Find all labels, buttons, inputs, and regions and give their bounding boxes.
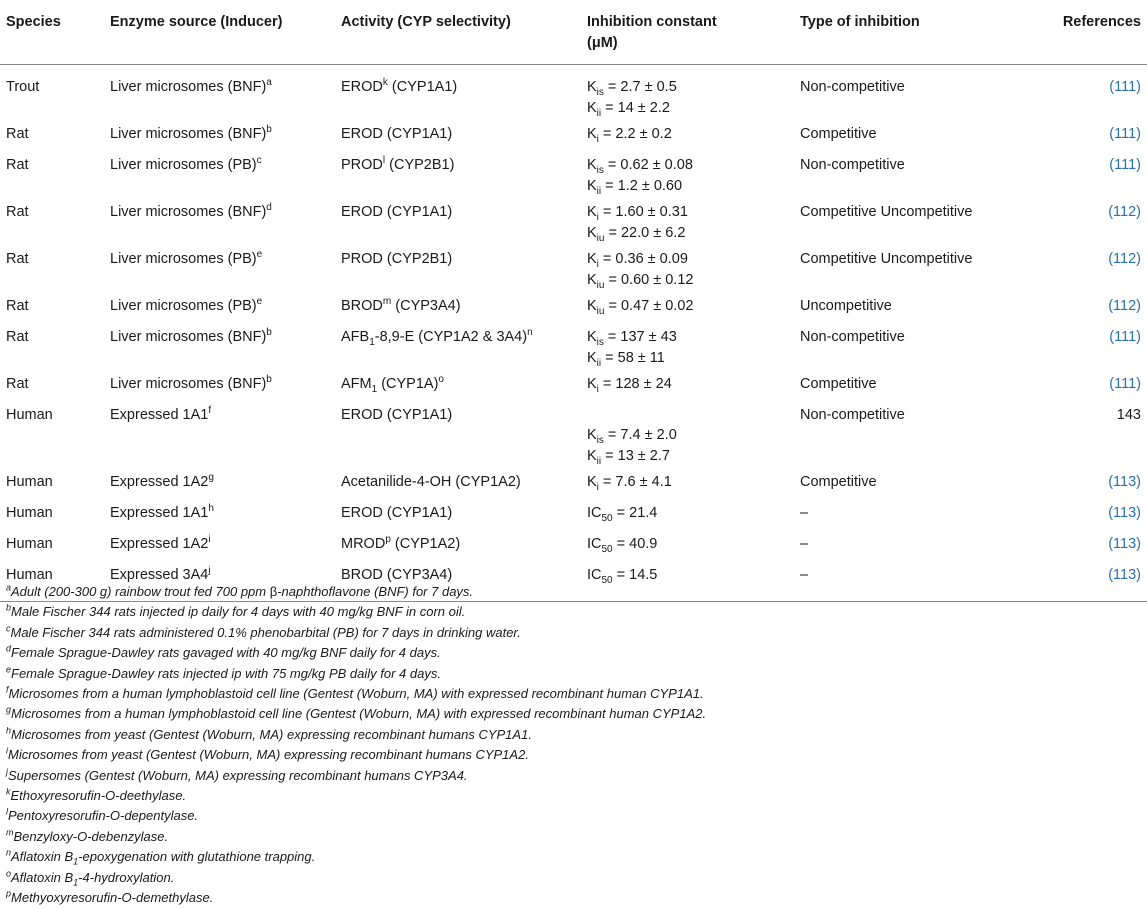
inhibition-constant-cell xyxy=(581,500,794,531)
constant-subscript: ii xyxy=(596,455,602,467)
reference-link[interactable]: (111) xyxy=(1109,376,1141,392)
footnote-line xyxy=(6,888,1136,908)
activity-cell xyxy=(335,324,581,371)
species-cell: Human xyxy=(6,505,53,521)
inhibition-constant-cell xyxy=(581,199,794,246)
table-row xyxy=(0,371,1147,402)
constant-value: = 0.36 ± 0.09 xyxy=(598,251,688,267)
constant-line xyxy=(587,270,788,291)
constant-line xyxy=(587,348,788,369)
footnote-marker: p xyxy=(385,534,391,546)
activity-cell xyxy=(335,531,581,562)
constant-value: = 13 ± 2.7 xyxy=(601,448,670,464)
footnote-text: Benzyloxy-O-debenzylase. xyxy=(13,828,169,844)
table-row xyxy=(0,293,1147,324)
footnote-marker: n xyxy=(6,847,12,858)
constant-subscript: is xyxy=(596,336,604,348)
header-activity: Activity (CYP selectivity) xyxy=(341,14,511,30)
constant-subscript: 50 xyxy=(601,574,613,586)
activity-text: EROD (CYP1A1) xyxy=(341,204,453,220)
constant-subscript: iu xyxy=(596,279,605,291)
species-cell: Rat xyxy=(6,329,29,345)
inhibition-constant-cell xyxy=(581,324,794,371)
constant-line xyxy=(587,202,788,223)
activity-text-rest: (CYP3A4) xyxy=(391,298,461,314)
reference-cell xyxy=(1019,402,1147,469)
header-type-of-inhibition: Type of inhibition xyxy=(800,14,920,30)
constant-value: = 0.60 ± 0.12 xyxy=(604,272,694,288)
footnote-line xyxy=(6,786,1136,806)
footnote-marker: k xyxy=(382,77,388,89)
type-of-inhibition-cell: Competitive xyxy=(800,376,877,392)
activity-text: PROD xyxy=(341,157,383,173)
footnote-line xyxy=(6,704,1136,724)
activity-text: AFB xyxy=(341,329,370,345)
type-of-inhibition-cell: – xyxy=(800,536,809,552)
species-cell: Human xyxy=(6,536,53,552)
inhibition-constant-cell xyxy=(581,65,794,122)
enzyme-source-cell xyxy=(104,402,335,469)
reference-cell xyxy=(1019,500,1147,531)
constant-line xyxy=(587,249,788,270)
constant-subscript: is xyxy=(596,434,604,446)
footnote-text: Pentoxyresorufin-O-depentylase. xyxy=(8,808,199,824)
footnote-marker: k xyxy=(6,786,11,797)
constant-line xyxy=(587,223,788,244)
activity-text-rest: (CYP2B1) xyxy=(385,157,455,173)
activity-text: PROD (CYP2B1) xyxy=(341,251,453,267)
footnote-marker: c xyxy=(6,623,11,634)
enzyme-source-cell xyxy=(104,246,335,293)
footnote-text: Male Fischer 344 rats administered 0.1% phenobarbital (PB) for 7 days in drinking water. xyxy=(10,624,521,640)
enzyme-source-text: Liver microsomes (BNF) xyxy=(110,126,267,142)
footnote-line xyxy=(6,827,1136,847)
species-cell: Trout xyxy=(6,79,40,95)
footnote-text: Microsomes from yeast (Gentest (Woburn, MA) expressing recombinant humans CYP1A2. xyxy=(8,747,529,763)
enzyme-source-cell xyxy=(104,500,335,531)
species-cell: Human xyxy=(6,567,53,583)
activity-cell xyxy=(335,500,581,531)
constant-symbol: K xyxy=(587,251,597,267)
activity-cell xyxy=(335,199,581,246)
type-of-inhibition-cell: Competitive xyxy=(800,474,877,490)
inhibition-constant-cell xyxy=(581,531,794,562)
footnote-subscript: 1 xyxy=(73,856,79,867)
footnote-marker: i xyxy=(208,534,211,546)
type-of-inhibition-cell: Non-competitive xyxy=(800,329,905,345)
activity-text-rest: (CYP1A1) xyxy=(387,79,458,95)
constant-line xyxy=(587,155,788,176)
enzyme-source-cell xyxy=(104,531,335,562)
constant-value: = 7.6 ± 4.1 xyxy=(598,474,672,490)
reference-cell xyxy=(1019,152,1147,199)
table-header xyxy=(0,0,1147,65)
footnote-subscript: 1 xyxy=(73,877,79,888)
constant-line xyxy=(587,534,788,555)
footnote-text: Microsomes from a human lymphoblastoid cell line (Gentest (Woburn, MA) with expressed recombinant human CYP1A2. xyxy=(11,706,707,722)
footnote-symbol: β xyxy=(269,584,278,599)
header-inhibition-constant-unit: (μM) xyxy=(587,35,618,51)
constant-symbol: K xyxy=(587,225,597,241)
inhibition-constant-cell xyxy=(581,469,794,500)
species-cell: Rat xyxy=(6,126,29,142)
constant-value: = 14 ± 2.2 xyxy=(601,100,670,116)
table-row xyxy=(0,65,1147,122)
reference-link[interactable]: (113) xyxy=(1108,474,1141,490)
footnote-marker: g xyxy=(208,472,214,484)
activity-cell xyxy=(335,65,581,122)
footnote-marker: e xyxy=(6,664,12,675)
footnote-text: Ethoxyresorufin-O-deethylase. xyxy=(10,788,187,804)
activity-cell xyxy=(335,121,581,152)
activity-text: MROD xyxy=(341,536,386,552)
footnote-marker: d xyxy=(6,643,12,654)
footnote-marker: m xyxy=(6,827,14,838)
header-enzyme-source: Enzyme source (Inducer) xyxy=(110,14,283,30)
activity-text: EROD (CYP1A1) xyxy=(341,407,453,423)
footnote-marker: i xyxy=(6,745,8,756)
constant-subscript: ii xyxy=(596,185,602,197)
footnote-marker: b xyxy=(266,327,272,339)
species-cell: Human xyxy=(6,474,53,490)
reference-link[interactable]: (112) xyxy=(1108,251,1141,267)
constant-value: = 58 ± 11 xyxy=(601,350,665,366)
inhibition-constant-cell xyxy=(581,152,794,199)
enzyme-source-cell xyxy=(104,199,335,246)
constant-value: = 22.0 ± 6.2 xyxy=(604,225,686,241)
activity-text: Acetanilide-4-OH (CYP1A2) xyxy=(341,474,521,490)
activity-text: EROD (CYP1A1) xyxy=(341,126,453,142)
constant-subscript: i xyxy=(596,133,599,145)
footnote-text: Methyoxyresorufin-O-demethylase. xyxy=(11,890,214,906)
constant-value: = 137 ± 43 xyxy=(603,329,677,345)
footnote-marker: l xyxy=(382,155,386,167)
constant-line xyxy=(587,77,788,98)
species-cell: Rat xyxy=(6,157,29,173)
footnote-marker: b xyxy=(266,374,272,386)
footnote-line xyxy=(6,725,1136,745)
constant-value: = 7.4 ± 2.0 xyxy=(603,427,677,443)
activity-text: EROD xyxy=(341,79,383,95)
constant-subscript: i xyxy=(596,383,599,395)
constant-symbol: K xyxy=(587,427,597,443)
enzyme-source-text: Liver microsomes (PB) xyxy=(110,298,257,314)
constant-symbol: K xyxy=(587,157,597,173)
footnote-marker: m xyxy=(382,296,392,308)
header-inhibition-constant-label: Inhibition constant xyxy=(587,14,717,30)
constant-symbol: K xyxy=(587,350,597,366)
constant-subscript: iu xyxy=(596,232,605,244)
constant-subscript: ii xyxy=(596,107,602,119)
constant-symbol: IC xyxy=(587,505,602,521)
constant-symbol: K xyxy=(587,376,597,392)
reference-cell xyxy=(1019,531,1147,562)
activity-cell xyxy=(335,152,581,199)
footnote-marker: b xyxy=(266,124,272,136)
footnote-text: Microsomes from yeast (Gentest (Woburn, MA) expressing recombinant humans CYP1A1. xyxy=(11,726,532,742)
species-cell: Rat xyxy=(6,376,29,392)
footnote-marker: a xyxy=(266,77,272,89)
footnotes xyxy=(6,582,1136,909)
reference-link[interactable]: (112) xyxy=(1108,298,1141,314)
constant-value: = 0.62 ± 0.08 xyxy=(603,157,693,173)
footnote-text: Female Sprague-Dawley rats injected ip with 75 mg/kg PB daily for 4 days. xyxy=(11,665,441,681)
enzyme-source-text: Liver microsomes (BNF) xyxy=(110,329,267,345)
reference-link[interactable]: (111) xyxy=(1109,79,1141,95)
constant-value: = 21.4 xyxy=(612,505,658,521)
enzyme-source-cell xyxy=(104,293,335,324)
footnote-marker: c xyxy=(256,155,262,167)
activity-text: BROD (CYP3A4) xyxy=(341,567,453,583)
type-of-inhibition-cell: – xyxy=(800,505,809,521)
constant-value: = 1.60 ± 0.31 xyxy=(598,204,688,220)
footnote-text: Male Fischer 344 rats injected ip daily for 4 days with 40 mg/kg BNF in corn oil. xyxy=(11,604,466,620)
inhibition-constant-cell xyxy=(581,402,794,469)
constant-symbol: IC xyxy=(587,536,602,552)
constant-line xyxy=(587,327,788,348)
footnote-line xyxy=(6,664,1136,684)
footnote-marker: j xyxy=(208,565,211,577)
activity-text: BROD xyxy=(341,298,383,314)
enzyme-source-text: Liver microsomes (BNF) xyxy=(110,79,267,95)
activity-cell xyxy=(335,469,581,500)
activity-text-rest: (CYP1A2) xyxy=(390,536,461,552)
footnote-marker: g xyxy=(6,705,12,716)
footnote-marker: a xyxy=(6,582,12,593)
constant-subscript: ii xyxy=(596,357,602,369)
footnote-marker: o xyxy=(6,868,12,879)
constant-symbol: K xyxy=(587,204,597,220)
type-of-inhibition-cell: Competitive Uncompetitive xyxy=(800,251,973,267)
activity-cell xyxy=(335,293,581,324)
footnote-text-cont: -naphthoflavone (BNF) for 7 days. xyxy=(277,584,474,599)
constant-value: = 2.2 ± 0.2 xyxy=(598,126,672,142)
table-body xyxy=(0,65,1147,602)
footnote-marker: n xyxy=(527,327,533,339)
reference-cell xyxy=(1019,199,1147,246)
footnote-text: Supersomes (Gentest (Woburn, MA) expressing recombinant humans CYP3A4. xyxy=(8,767,468,783)
enzyme-source-text: Liver microsomes (BNF) xyxy=(110,376,267,392)
constant-symbol: K xyxy=(587,178,597,194)
activity-cell xyxy=(335,402,581,469)
header-inhibition-constant xyxy=(581,0,794,65)
table-row xyxy=(0,402,1147,469)
reference-cell xyxy=(1019,469,1147,500)
footnote-line xyxy=(6,623,1136,643)
enzyme-source-text: Expressed 1A2 xyxy=(110,474,209,490)
constant-symbol: K xyxy=(587,126,597,142)
constant-line xyxy=(587,425,788,446)
reference-link[interactable]: (112) xyxy=(1108,204,1141,220)
reference-text: 143 xyxy=(1116,407,1141,423)
reference-link[interactable]: (113) xyxy=(1108,567,1141,583)
table-row xyxy=(0,324,1147,371)
footnote-text: Aflatoxin B xyxy=(11,849,74,865)
enzyme-source-text: Expressed 3A4 xyxy=(110,567,209,583)
reference-cell xyxy=(1019,371,1147,402)
reference-link[interactable]: (111) xyxy=(1109,126,1141,142)
constant-value: = 0.47 ± 0.02 xyxy=(604,298,694,314)
footnote-line xyxy=(6,847,1136,867)
inhibition-constant-cell xyxy=(581,246,794,293)
footnote-text: Adult (200-300 g) rainbow trout fed 700 ppm xyxy=(11,584,270,599)
reference-cell xyxy=(1019,324,1147,371)
table-row xyxy=(0,469,1147,500)
footnote-marker: f xyxy=(208,405,212,417)
constant-symbol: K xyxy=(587,79,597,95)
footnote-line xyxy=(6,582,1136,602)
type-of-inhibition-cell: – xyxy=(800,567,809,583)
footnote-line xyxy=(6,766,1136,786)
constant-symbol: K xyxy=(587,100,597,116)
reference-link[interactable]: (113) xyxy=(1108,536,1141,552)
footnote-line xyxy=(6,868,1136,888)
footnote-marker: f xyxy=(6,684,9,695)
inhibition-constant-cell xyxy=(581,293,794,324)
enzyme-source-text: Expressed 1A2 xyxy=(110,536,209,552)
reference-cell xyxy=(1019,65,1147,122)
constant-symbol: K xyxy=(587,329,597,345)
constant-line xyxy=(587,296,788,317)
constant-subscript: 50 xyxy=(601,512,613,524)
activity-subscript: 1 xyxy=(371,383,378,395)
table-row xyxy=(0,246,1147,293)
footnote-text-cont: -epoxygenation with glutathione trapping. xyxy=(78,849,316,865)
footnote-marker: e xyxy=(256,296,263,308)
enzyme-source-cell xyxy=(104,469,335,500)
constant-symbol: K xyxy=(587,272,597,288)
enzyme-source-cell xyxy=(104,152,335,199)
reference-link[interactable]: (113) xyxy=(1108,505,1141,521)
footnote-marker: d xyxy=(266,202,272,214)
activity-subscript: 1 xyxy=(369,336,375,348)
type-of-inhibition-cell: Non-competitive xyxy=(800,157,905,173)
species-cell: Rat xyxy=(6,204,29,220)
constant-symbol: K xyxy=(587,298,597,314)
constant-subscript: i xyxy=(596,481,599,493)
blank-line xyxy=(587,405,788,425)
header-references: References xyxy=(1062,14,1141,30)
table-row xyxy=(0,531,1147,562)
constant-value: = 40.9 xyxy=(612,536,658,552)
enzyme-source-text: Expressed 1A1 xyxy=(110,505,209,521)
reference-cell xyxy=(1019,293,1147,324)
header-species: Species xyxy=(6,14,61,30)
footnote-marker: o xyxy=(438,374,444,386)
footnote-text: Aflatoxin B xyxy=(11,869,74,885)
constant-subscript: is xyxy=(596,86,604,98)
inhibition-constant-cell xyxy=(581,121,794,152)
constant-symbol: IC xyxy=(587,567,602,583)
constant-line xyxy=(587,176,788,197)
enzyme-source-cell xyxy=(104,371,335,402)
constant-line xyxy=(587,503,788,524)
table-row xyxy=(0,199,1147,246)
enzyme-source-cell xyxy=(104,121,335,152)
footnote-marker: l xyxy=(6,807,8,818)
footnote-line xyxy=(6,684,1136,704)
enzyme-source-text: Liver microsomes (PB) xyxy=(110,157,257,173)
table-row xyxy=(0,500,1147,531)
type-of-inhibition-cell: Uncompetitive xyxy=(800,298,892,314)
constant-value: = 14.5 xyxy=(612,567,658,583)
enzyme-source-text: Liver microsomes (PB) xyxy=(110,251,257,267)
constant-line xyxy=(587,374,788,395)
activity-cell xyxy=(335,371,581,402)
table-row xyxy=(0,121,1147,152)
constant-symbol: K xyxy=(587,448,597,464)
footnote-marker: e xyxy=(256,249,263,261)
footnote-text: Microsomes from a human lymphoblastoid cell line (Gentest (Woburn, MA) with expressed recombinant human CYP1A1. xyxy=(8,686,704,702)
constant-value: = 2.7 ± 0.5 xyxy=(603,79,677,95)
reference-cell xyxy=(1019,121,1147,152)
footnote-line xyxy=(6,806,1136,826)
enzyme-source-text: Liver microsomes (BNF) xyxy=(110,204,267,220)
constant-value: = 1.2 ± 0.60 xyxy=(601,178,683,194)
footnote-marker: b xyxy=(6,603,12,614)
footnote-marker: j xyxy=(6,766,8,777)
enzyme-source-cell xyxy=(104,65,335,122)
constant-subscript: i xyxy=(596,211,599,223)
inhibition-constant-cell xyxy=(581,371,794,402)
type-of-inhibition-cell: Competitive xyxy=(800,126,877,142)
constant-subscript: iu xyxy=(596,305,605,317)
footnote-line xyxy=(6,602,1136,622)
footnote-line xyxy=(6,745,1136,765)
reference-link[interactable]: (111) xyxy=(1109,157,1141,173)
constant-line xyxy=(587,472,788,493)
type-of-inhibition-cell: Competitive Uncompetitive xyxy=(800,204,973,220)
constant-line xyxy=(587,124,788,145)
species-cell: Rat xyxy=(6,251,29,267)
type-of-inhibition-cell: Non-competitive xyxy=(800,79,905,95)
species-cell: Human xyxy=(6,407,53,423)
footnote-marker: h xyxy=(6,725,12,736)
activity-text: AFM xyxy=(341,376,372,392)
table-row xyxy=(0,152,1147,199)
reference-cell xyxy=(1019,246,1147,293)
constant-subscript: is xyxy=(596,164,604,176)
constant-symbol: K xyxy=(587,474,597,490)
activity-text-cont: -8,9-E (CYP1A2 & 3A4) xyxy=(374,329,528,345)
enzyme-source-text: Expressed 1A1 xyxy=(110,407,209,423)
type-of-inhibition-cell: Non-competitive xyxy=(800,407,905,423)
footnote-text: Female Sprague-Dawley rats gavaged with 40 mg/kg BNF daily for 4 days. xyxy=(11,645,441,661)
enzyme-source-cell xyxy=(104,324,335,371)
footnote-text-cont: -4-hydroxylation. xyxy=(78,869,175,885)
footnote-marker: p xyxy=(6,888,12,899)
constant-value: = 128 ± 24 xyxy=(598,376,672,392)
activity-cell xyxy=(335,246,581,293)
reference-link[interactable]: (111) xyxy=(1109,329,1141,345)
constant-line xyxy=(587,446,788,467)
constant-line xyxy=(587,98,788,119)
footnote-line xyxy=(6,643,1136,663)
constant-subscript: 50 xyxy=(601,543,613,555)
activity-text-cont: (CYP1A) xyxy=(377,376,439,392)
constant-subscript: i xyxy=(596,258,599,270)
footnote-marker: h xyxy=(208,503,214,515)
species-cell: Rat xyxy=(6,298,29,314)
activity-text: EROD (CYP1A1) xyxy=(341,505,453,521)
